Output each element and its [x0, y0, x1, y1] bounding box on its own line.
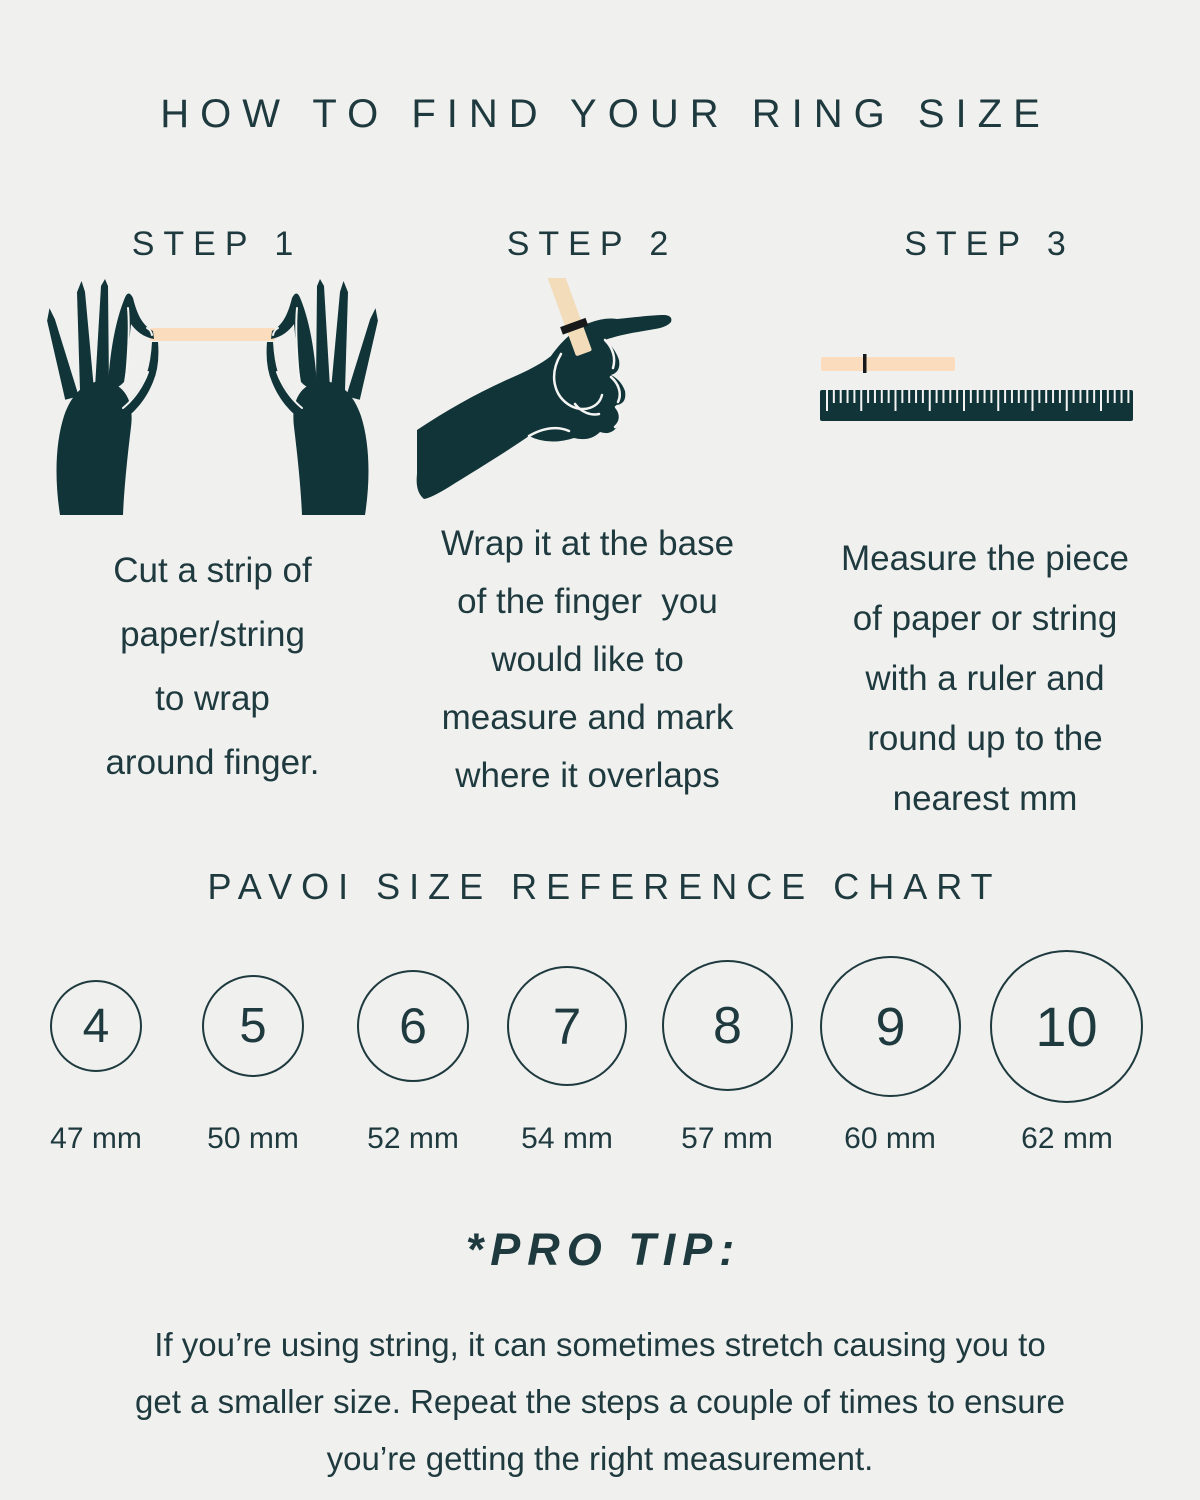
measurement-mark [863, 354, 867, 373]
step-1-desc-line: around finger. [105, 743, 320, 782]
pro-tip-line: If you’re using string, it can sometimes stretch causing you to [154, 1326, 1046, 1363]
mm-label-4: 47 mm [50, 1122, 142, 1155]
left-hand-silhouette [47, 279, 158, 515]
right-hand-silhouette [267, 279, 378, 515]
step-2-description [405, 515, 770, 805]
step-1-illustration-two-hands-holding-strip-icon [40, 278, 385, 515]
page-title: HOW TO FIND YOUR RING SIZE [160, 92, 1051, 136]
step-2-column [405, 222, 770, 805]
size-circle-9: 9 [820, 956, 961, 1097]
size-chart-heading: PAVOI SIZE REFERENCE CHART [207, 866, 1002, 907]
step-3-desc-line: with a ruler and [865, 659, 1105, 698]
pinky-finger [47, 308, 79, 399]
size-circle-4: 4 [50, 980, 142, 1072]
size-circle-8: 8 [662, 960, 793, 1091]
pointing-hand-silhouette [417, 315, 672, 499]
ruler [820, 390, 1133, 421]
step-2-desc-line: would like to [491, 640, 684, 679]
paper-strip [821, 357, 955, 371]
step-1-description [30, 539, 395, 795]
step-3-desc-line: of paper or string [852, 599, 1118, 638]
paper-strip [150, 328, 275, 341]
size-circle-6: 6 [357, 970, 469, 1082]
step-3-illustration-strip-and-ruler-icon [813, 278, 1158, 515]
pro-tip-line: get a smaller size. Repeat the steps a couple of times to ensure [135, 1383, 1065, 1420]
pro-tip-heading: *PRO TIP: [465, 1224, 742, 1275]
step-2-desc-line: where it overlaps [455, 756, 720, 795]
size-circle-5: 5 [202, 975, 304, 1077]
step-3-desc-line: nearest mm [892, 779, 1078, 818]
step-2-label: STEP 2 [506, 225, 678, 263]
step-3-desc-line: Measure the piece [841, 539, 1129, 578]
step-1-column [30, 222, 395, 795]
pro-tip-body [0, 1316, 1200, 1487]
step-3-column [790, 222, 1180, 829]
step-3-label: STEP 3 [904, 225, 1075, 263]
pro-tip-line: you’re getting the right measurement. [326, 1440, 874, 1477]
mm-label-10: 62 mm [1021, 1122, 1113, 1155]
step-2-desc-line: of the finger you [457, 582, 718, 621]
step-1-label: STEP 1 [131, 225, 303, 263]
size-circle-7: 7 [507, 966, 627, 1086]
step-1-desc-line: to wrap [155, 679, 270, 718]
step-2-desc-line: measure and mark [441, 698, 734, 737]
mm-label-8: 57 mm [681, 1122, 773, 1155]
step-3-desc-line: round up to the [867, 719, 1103, 758]
step-2-illustration-pointing-hand-with-strip-icon [415, 278, 760, 515]
mm-label-6: 52 mm [367, 1122, 459, 1155]
palm [57, 381, 132, 515]
mm-label-7: 54 mm [521, 1122, 613, 1155]
middle-finger [95, 279, 109, 388]
size-circle-10: 10 [990, 950, 1143, 1103]
mm-label-9: 60 mm [844, 1122, 936, 1155]
ring-finger [77, 281, 94, 390]
step-2-desc-line: Wrap it at the base [440, 524, 735, 563]
step-3-description [790, 529, 1180, 829]
step-1-desc-line: Cut a strip of [113, 551, 312, 590]
mm-label-5: 50 mm [207, 1122, 299, 1155]
step-1-desc-line: paper/string [120, 615, 305, 654]
